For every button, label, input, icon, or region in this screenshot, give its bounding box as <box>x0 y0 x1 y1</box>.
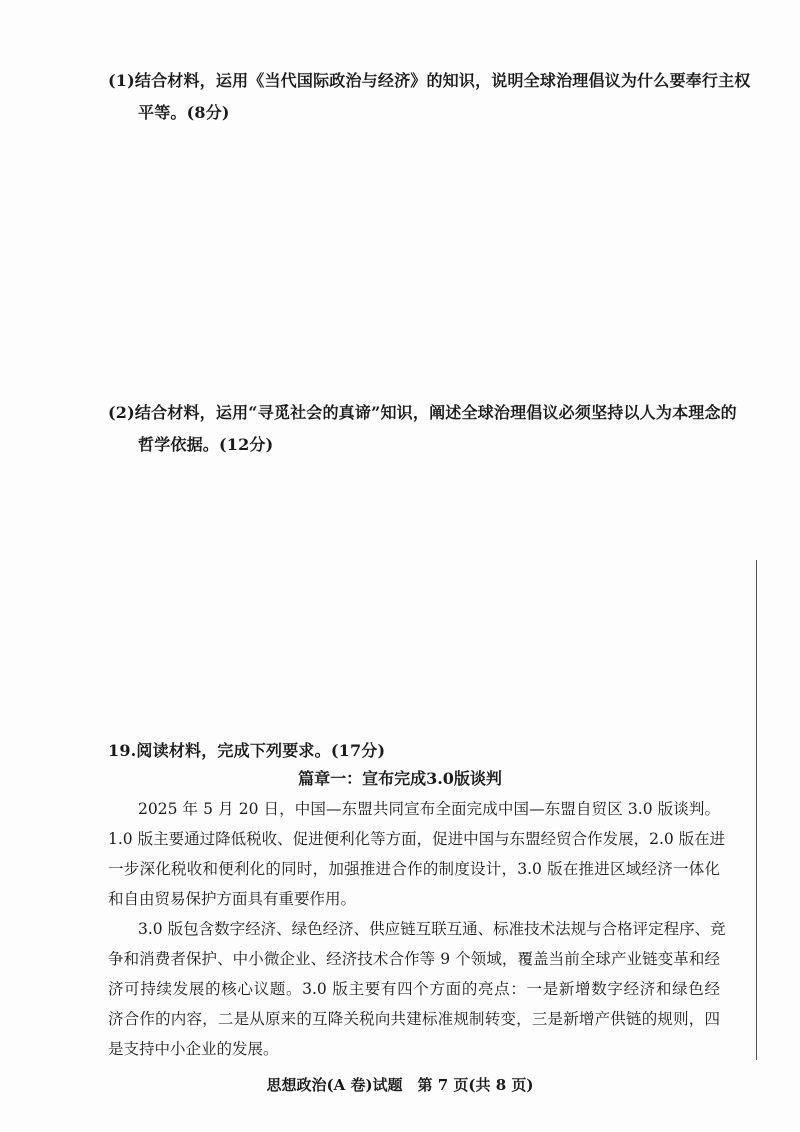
paragraph2-line3: 济可持续发展的核心议题。3.0 版主要有四个方面的亮点：一是新增数字经济和绿色经 <box>108 980 720 998</box>
paragraph1-line2: 1.0 版主要通过降低税收、促进便利化等方面，促进中国与东盟经贸合作发展，2.0 版在进 <box>108 830 726 848</box>
question-18-part1-line2: 平等。(8分) <box>138 103 230 122</box>
paragraph2-line1: 3.0 版包含数字经济、绿色经济、供应链互联互通、标准技术法规与合格评定程序、竞 <box>138 920 726 938</box>
question-19-heading: 19.阅读材料，完成下列要求。(17分) <box>108 741 386 760</box>
chapter-title: 篇章一：宣布完成3.0版谈判 <box>298 769 502 788</box>
paragraph1-line4: 和自由贸易保护方面具有重要作用。 <box>108 890 357 908</box>
paragraph1-line1: 2025 年 5 月 20 日，中国—东盟共同宣布全面完成中国—东盟自贸区 3.0 版谈判。 <box>138 800 720 818</box>
paragraph1-line3: 一步深化税收和便利化的同时，加强推进合作的制度设计，3.0 版在推进区域经济一体化 <box>108 860 720 878</box>
question-18-part1-line1: (1)结合材料，运用《当代国际政治与经济》的知识，说明全球治理倡议为什么要奉行主权 <box>108 71 751 90</box>
question-18-part2-line2: 哲学依据。(12分) <box>138 435 274 454</box>
scan-edge-line <box>756 560 757 1060</box>
paragraph2-line4: 济合作的内容，二是从原来的互降关税向共建标准规制转变，三是新增产供链的规则，四 <box>108 1010 720 1028</box>
paragraph2-line5: 是支持中小企业的发展。 <box>108 1040 279 1058</box>
paragraph2-line2: 争和消费者保护、中小微企业、经济技术合作等 9 个领域，覆盖当前全球产业链变革和经 <box>108 950 720 968</box>
page-footer: 思想政治(A 卷)试题 第 7 页(共 8 页) <box>266 1076 534 1094</box>
question-18-part2-line1: (2)结合材料，运用“寻觅社会的真谛”知识，阐述全球治理倡议必须坚持以人为本理念的 <box>108 403 737 422</box>
